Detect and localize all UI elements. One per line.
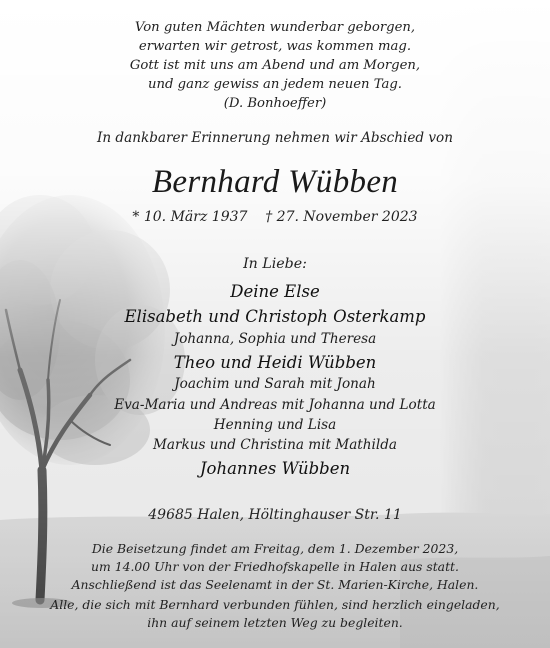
mourner-line: Theo und Heidi Wübben: [173, 353, 377, 372]
mourning-address: 49685 Halen, Höltinghauser Str. 11: [148, 507, 402, 523]
mourner-line: Johannes Wübben: [199, 459, 351, 478]
deceased-name: Bernhard Wübben: [151, 164, 399, 200]
poem-line: und ganz gewiss an jedem neuen Tag.: [148, 77, 402, 92]
poem-line: erwarten wir getrost, was kommen mag.: [138, 39, 412, 54]
mourner-line: Deine Else: [230, 282, 320, 301]
invitation-line: ihn auf seinem letzten Weg zu begleiten.: [147, 615, 403, 630]
mourner-line: Johanna, Sophia und Theresa: [173, 331, 377, 347]
funeral-notice-line: um 14.00 Uhr von der Friedhofskapelle in Halen aus statt.: [91, 559, 459, 574]
funeral-notice-line: Die Beisetzung findet am Freitag, dem 1. Dezember 2023,: [91, 541, 459, 556]
funeral-notice-line: Anschließend ist das Seelenamt in der St. Marien-Kirche, Halen.: [71, 577, 479, 592]
mourner-line: Elisabeth und Christoph Osterkamp: [124, 307, 426, 326]
mourner-line: Joachim und Sarah mit Jonah: [174, 376, 376, 392]
mourner-line: Eva-Maria und Andreas mit Johanna und Lotta: [114, 397, 436, 413]
intro-text: In dankbarer Erinnerung nehmen wir Abschied von: [96, 130, 454, 146]
invitation-line: Alle, die sich mit Bernhard verbunden fühlen, sind herzlich eingeladen,: [50, 597, 500, 612]
life-dates: * 10. März 1937 † 27. November 2023: [132, 209, 418, 225]
poem-line: Von guten Mächten wunderbar geborgen,: [134, 20, 416, 35]
poem-author: (D. Bonhoeffer): [223, 96, 327, 111]
mourner-line: Henning und Lisa: [213, 417, 337, 433]
poem-line: Gott ist mit uns am Abend und am Morgen,: [129, 58, 421, 73]
mourner-line: Markus und Christina mit Mathilda: [152, 437, 398, 453]
mourners-lead: In Liebe:: [243, 256, 307, 272]
